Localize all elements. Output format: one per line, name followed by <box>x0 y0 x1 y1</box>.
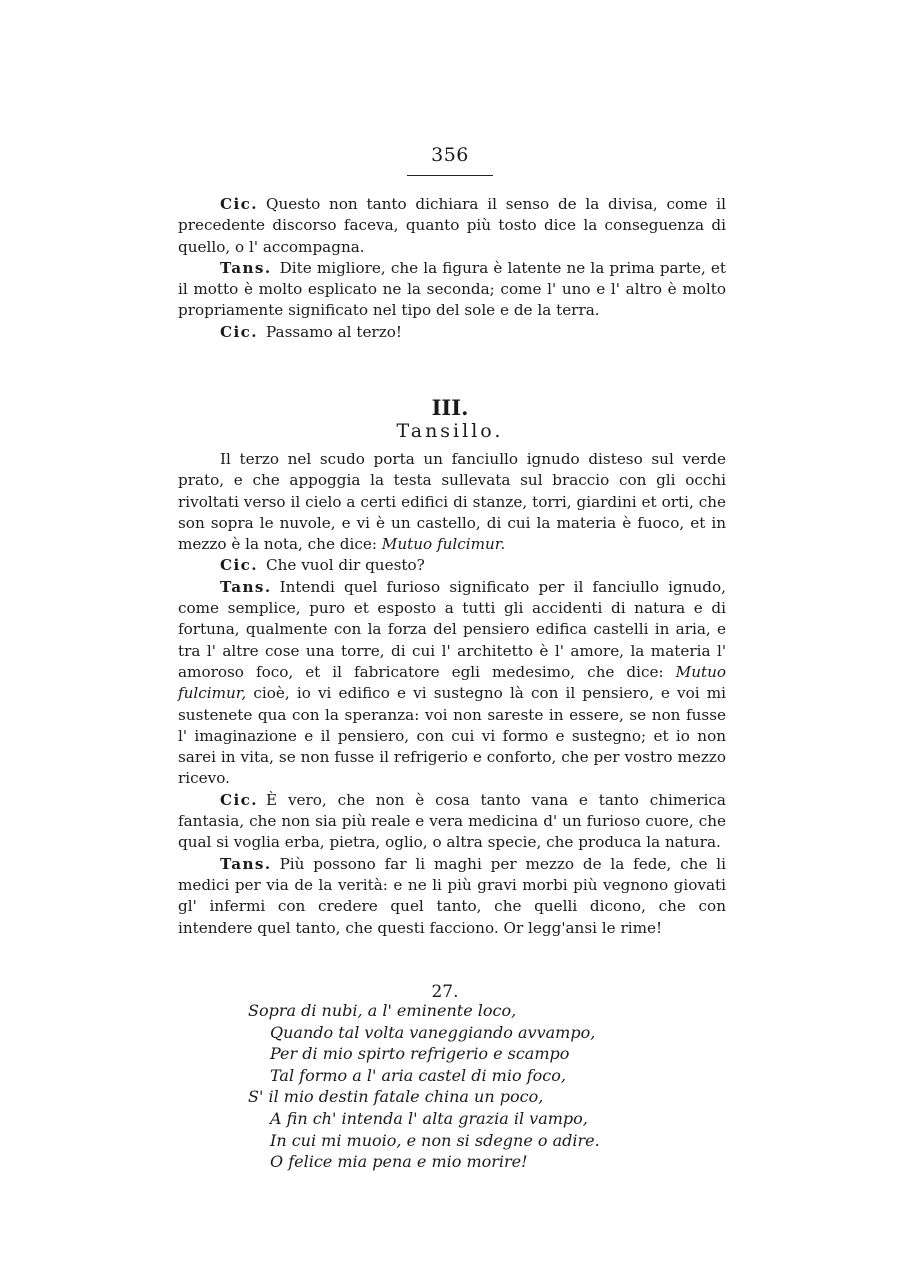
verse-line: In cui mi muoio, e non si sdegne o adire. <box>270 1130 600 1150</box>
dialogue-paragraph <box>178 790 726 854</box>
narrative-text: Il terzo nel scudo porta un fanciullo ignudo disteso sul verde prato, e che appoggia la testa sullevata sul braccio con gli occhi rivoltati verso il cielo a certi edifici di stanze, torri, giardini et orti, che son sopra le nuvole, e vi è un castello, di cui la materia è fuoco, et in mezzo è la nota, che dice: <box>178 450 726 554</box>
dialogue-text: Più possono far li maghi per mezzo de la fede, che li medici per via de la verità: e ne li più gravi morbi più vegnono giovati gl' infermi con credere quel tanto, che quelli dicono, che con intendere quel tanto, che questi facciono. Or legg'ansi le rime! <box>178 854 726 937</box>
dialogue-text: Questo non tanto dichiara il senso de la divisa, come il precedente discorso faceva, quanto più tosto dice la conseguenza di quello, o l' accompagna. <box>178 195 726 256</box>
dialogue-paragraph <box>178 577 726 790</box>
page-number-rule <box>407 175 493 176</box>
dialogue-text: Dite migliore, che la figura è latente ne la prima parte, et il motto è molto esplicato ne la seconda; come l' uno e l' altro è molto propriamente significato nel tipo del sole e de la terra. <box>178 258 726 320</box>
dialogue-text: Che vuol dir questo? <box>266 556 425 575</box>
sonnet <box>248 1000 708 1173</box>
motto-text: Mutuo fulcimur. <box>381 535 506 554</box>
verse-line: Quando tal volta vaneggiando avvampo, <box>270 1022 596 1042</box>
dialogue-block-2 <box>178 449 726 939</box>
verse-line: S' il mio destin fatale china un poco, <box>248 1087 544 1107</box>
speaker-label: Tans. <box>220 577 272 596</box>
speaker-label: Cic. <box>220 322 258 341</box>
verse-line: Sopra di nubi, a l' eminente loco, <box>248 1001 517 1020</box>
verse-line: A fin ch' intenda l' alta grazia il vampo, <box>270 1108 588 1128</box>
dialogue-paragraph <box>178 322 726 343</box>
speaker-label: Tans. <box>220 854 272 873</box>
narrative-paragraph <box>178 449 726 555</box>
speaker-label: Cic. <box>220 556 258 575</box>
motto-text: Mutuo fulcimur, <box>178 662 727 703</box>
verse-line: O felice mia pena e mio morire! <box>270 1152 528 1172</box>
dialogue-paragraph <box>178 258 726 322</box>
section-number: III. <box>431 395 469 420</box>
section-title: Tansillo. <box>396 420 504 442</box>
verse-line: Per di mio spirto refrigerio e scampo <box>270 1044 570 1064</box>
sonnet-number: 27. <box>431 982 459 1002</box>
dialogue-text: Intendi quel furioso significato per il fanciullo ignudo, come semplice, puro et esposto a tutti gli accidenti di natura e di fortuna, qualmente con la forza del pensiero edifica castelli in aria, e tra l' altre cose una torre, di cui l' architetto è l' amore, la materia l' amoroso foco, et il fabricatore egli medesimo, che dice: <box>178 577 726 681</box>
dialogue-text: È vero, che non è cosa tanto vana e tanto chimerica fantasia, che non sia più reale e vera medicina d' un furioso cuore, che qual si voglia erba, pietra, oglio, o altra specie, che produca la natura. <box>178 790 726 852</box>
dialogue-text: Passamo al terzo! <box>266 322 402 341</box>
dialogue-paragraph <box>178 555 726 576</box>
speaker-label: Cic. <box>220 790 258 809</box>
dialogue-paragraph <box>178 194 726 258</box>
speaker-label: Cic. <box>220 195 258 213</box>
dialogue-paragraph <box>178 854 726 939</box>
dialogue-block-1 <box>178 194 726 343</box>
verse-line: Tal formo a l' aria castel di mio foco, <box>270 1065 566 1085</box>
speaker-label: Tans. <box>220 258 272 277</box>
page-number: 356 <box>431 144 469 166</box>
dialogue-text: cioè, io vi edifico e vi sustegno là con il pensiero, e voi mi sustenete qua con la speranza: voi non sareste in essere, se non fusse l' imaginazione e il pensiero, con cui vi formo e sustegno; et io non sarei in vita, se non fusse il refrigerio e conforto, che per vostro mezzo ricevo. <box>178 684 726 788</box>
